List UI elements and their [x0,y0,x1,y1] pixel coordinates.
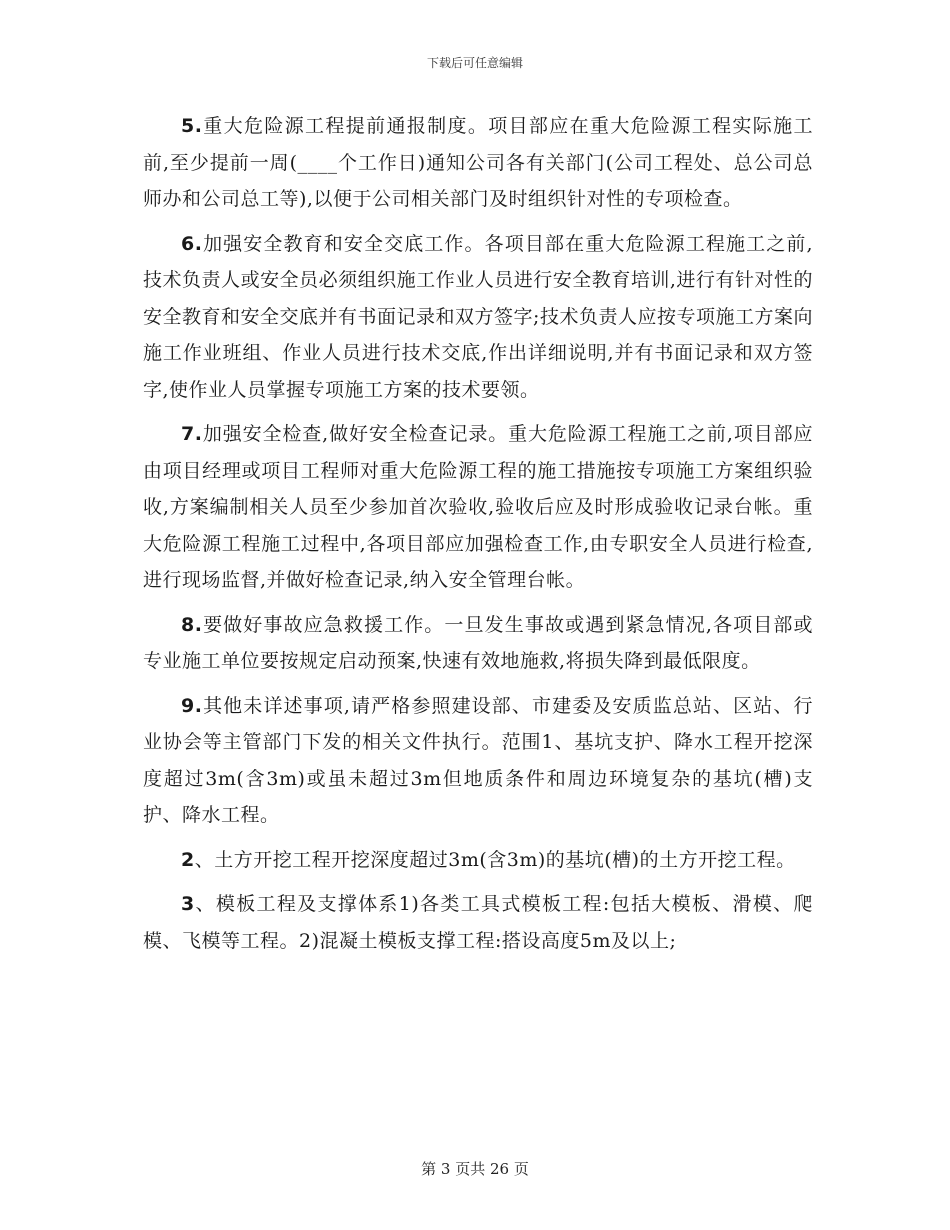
paragraph-number: 6. [181,232,203,255]
paragraph-text: 其他未详述事项,请严格参照建设部、市建委及安质监总站、区站、行业协会等主管部门下发的相关文件执行。范围1、基坑支护、降水工程开挖深度超过3m(含3m)或虽未超过3m但地质条件和周边环境复杂的基坑(槽)支护、降水工程。 [143,694,813,826]
paragraph-9 [143,688,813,834]
page-footer: 第 3 页共 26 页 [421,1160,529,1178]
paragraph-7 [143,416,813,599]
paragraph-number: 5. [181,115,203,137]
paragraph-5 [143,108,813,218]
paragraph-text: 要做好事故应急救援工作。一旦发生事故或遇到紧急情况,各项目部或专业施工单位要按规定启动预案,快速有效地施救,将损失降到最低限度。 [143,613,813,672]
paragraph-number: 7. [181,423,203,445]
paragraph-text: 加强安全检查,做好安全检查记录。重大危险源工程施工之前,项目部应由项目经理或项目工程师对重大危险源工程的施工措施按专项施工方案组织验收,方案编制相关人员至少参加首次验收,验收后应及时形成验收记录台帐。重大危险源工程施工过程中,各项目部应加强检查工作,由专职安全人员进行检查,进行现场监督,并做好检查记录,纳入安全管理台帐。 [143,423,813,591]
paragraph-6 [143,226,813,409]
page-header: 下载后可任意编辑 [426,56,523,70]
paragraph-scope-2 [143,842,813,879]
paragraph-number: 9. [181,694,203,717]
document-body [143,108,813,967]
paragraph-scope-3 [143,886,813,959]
paragraph-text: 加强安全教育和安全交底工作。各项目部在重大危险源工程施工之前,技术负责人或安全员必须组织施工作业人员进行安全教育培训,进行有针对性的安全教育和安全交底并有书面记录和双方签字;技术负责人应按专项施工方案向施工作业班组、作业人员进行技术交底,作出详细说明,并有书面记录和双方签字,使作业人员掌握专项施工方案的技术要领。 [143,232,813,401]
paragraph-number: 3 [181,893,195,915]
paragraph-text: 、模板工程及支撑体系1)各类工具式模板工程:包括大模板、滑模、爬模、飞模等工程。2)混凝土模板支撑工程:搭设高度5m及以上; [143,893,813,952]
paragraph-text: 重大危险源工程提前通报制度。项目部应在重大危险源工程实际施工前,至少提前一周(____个工作日)通知公司各有关部门(公司工程处、总公司总师办和公司总工等),以便于公司相关部门及时组织针对性的专项检查。 [143,115,813,210]
paragraph-number: 8. [181,613,203,636]
paragraph-8 [143,607,813,680]
paragraph-number: 2 [181,848,195,871]
paragraph-text: 、土方开挖工程开挖深度超过3m(含3m)的基坑(槽)的土方开挖工程。 [194,848,796,871]
